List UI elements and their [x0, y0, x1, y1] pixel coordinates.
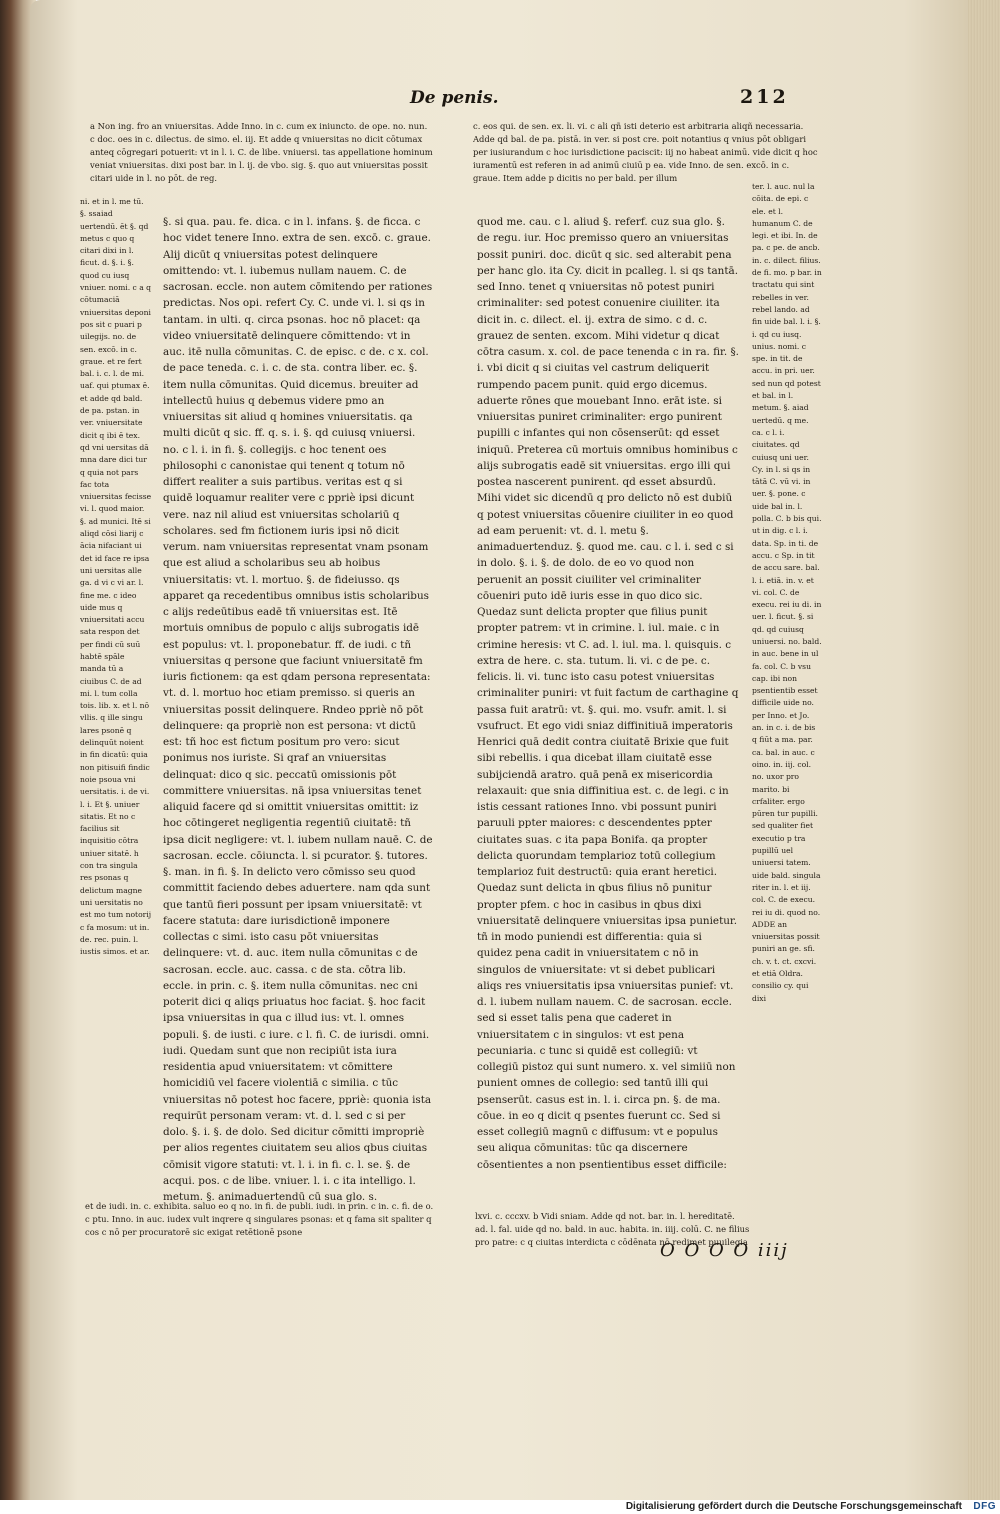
top-right-gloss: c. eos qui. de sen. ex. li. vi. c ali qñ isti deterio est arbitraria aliqñ necessaria. Adde qd bal. de pa. pistā. in ver. si post cre. poit notantius q vnius pōt obligari per iusiurandum c hoc iurisdictione paciscit: iij no habeat animū. vide dicit q hoc iuramentū est referen in ad animū ciuiū p ea. vide Inno. de sen. excō. in c. graue. Item adde p dicitis no per bald. per illum	[473, 121, 818, 183]
right-margin-gloss: ter. l. auc. nul la cōita. de epi. c ele. et l. humanum C. de legi. et ibi. In. de pa. c pe. de ancb. in. c. dilect. filius. de fi. mo. p bar. in tractatu qui sint rebelles in ver. rebel lando. ad fin uide bal. l. i. §. i. qd cu iusq. unius. nomi. c spe. in tit. de accu. in pri. uer. sed nun qd potest et bal. in l. metum. §. aiad uertedū. q me. ca. c l. i. ciuitates. qd cuiusq uni uer. Cy. in l. si qs in tātā C. vū vi. in uer. §. pone. c uide bal in. l. polla. C. b bis qui. ut in dig. c l. i. data. Sp. in ti. de accu. c Sp. in tit de accu sare. bal. l. i. etiā. in. v. et vi. col. C. de execu. rei iu di. in uer. l. ficut. §. si qd. qd cuiusq uniuersi. no. bald. in auc. bene in ul fa. col. C. b vsu cap. ibi non psentientib esset difficile uide no. per Inno. et Jo. an. in c. i. de bis q fiūt a ma. par. ca. bal. in auc. c oino. in. iij. col. no. uxor pro marito. bi crfaliter. ergo pūren tur pupilli. sed qualiter fiet executio p tra pupillū uel uniuersi tatem. uide bald. singula riter in. l. et iij. col. C. de execu. rei iu di. quod no. ADDE an vniuersitas possit puniri an ge. sfi. ch. v. t. ct. cxcvi. et etiā Oldra. consilio cy. qui dixi	[752, 182, 822, 1003]
bottom-left-gloss: et de iudi. in. c. exhibita. saluo eo q no. in fi. de publi. iudi. in prin. c in. c. fi. de o. c ptu. Inno. in auc. iudex vult inqrere q singulares psonas: et q fama sit spaliter q cos c nō per procuratorē sic exigat retētionē psone	[85, 1201, 434, 1237]
left-margin-gloss: ni. et in l. me tū. §. ssaiad uertendū. ēt §. qd metus c quo q citari dixi in l. ficut. d. §. i. §. quod cu iusq vniuer. nomi. c a q cōtumaciā vniuersitas deponi pos sit c puari p uilegijs. no. de sen. excō. in c. graue. et re fert bal. i. c. l. de mi. uaf. qui ptumax ē. et adde qd bald. de pa. pstan. in ver. vniuersitate dicit q ibi ē tex. qd vni uersitas dā mna dare dici tur q quia not pars fac tota vniuersitas fecisse vi. l. quod maior. §. ad munici. Itē si aliqd cōsi liarij c ācia nifaciant ui det id face re ipsa uni uersitas alle ga. d vi c vi ar. l. fine me. c ideo uide mus q vniuersitati accu sata respon det per findi cū suū habtē spāle manda tū a ciuibus C. de ad mi. l. tum colla tois. lib. x. et l. nō vllis. q ille singu lares psonē q delinquūt noient in fin dicatū: quia non pitisuifi findic noie psoua vni uersitatis. i. de vi. l. i. Et §. uniuer sitatis. Et no c facilius sit inquisitio cōtra uniuer sitatē. h con tra singula res psonas q delictum magne uni uersitatis no est mo tum notorij c fa mosum: ut in. de. rec. puin. l. iustis simos. et ar.	[80, 197, 152, 957]
bottom-right-gloss: lxvi. c. cccxv. b Vidi sniam. Adde qd not. bar. in. l. hereditatē. ad. l. fal. uide qd no. bald. in auc. habita. in. iiij. colū. C. ne filius pro patre: c q ciuitas interdicta c cōdēnata nō redimet puuilegia	[475, 1211, 750, 1247]
funding-notice: Digitalisierung gefördert durch die Deutsche Forschungsgemeinschaft	[625, 1501, 962, 1512]
signature-mark: O O O O iiij	[660, 1240, 789, 1261]
page-fore-edge	[968, 0, 1000, 1500]
running-head: De penis.	[410, 88, 499, 108]
folio-number: 212	[740, 86, 789, 108]
main-text-column-right: quod me. cau. c l. aliud §. referf. cuz sua glo. §. de regu. iur. Hoc premisso quero an vniuersitas possit puniri. doc. dicūt q sic. sed alterabit pena per hanc glo. ita Cy. dicit in pcalleg. l. si qs tantā. sed Inno. tenet q vniuersitas nō potest puniri criminaliter: sed potest conuenire ciuiliter. ita dicit in. c. dilect. el. ij. extra de simo. c d. c. grauez de senten. excom. Mihi videtur q dicat cōtra casum. x. col. de pace tenenda c in ra. fir. §. i. vbi dicit q si ciuitas vel castrum deliquerit rumpendo pacem punit. quid ergo dicemus. aduerte rōnes que mouebant Inno. erāt iste. si vniuersitas puniret criminaliter: ergo punirent pupilli c infantes qui non cōsenserūt: qd esset iniquū. Preterea cū mortuis omnibus hominibus c alijs subrogatis eadē sit vniuersitas. ergo illi qui postea nascerent punirent. qd esset absurdū. Mihi videt sic dicendū q pro delicto nō est dubiū q potest vniuersitas cōuenire ciuiliter in eo quod ad eam peruenit: vt. d. l. metu §. animaduertenduz. §. quod me. cau. c l. i. sed c si in dolo. §. i. §. de dolo. de eo vo quod non peruenit an possit ciuiliter vel criminaliter cōueniri puto idē iuris esse in quo dico sic. Quedaz sunt delicta propter que filius punit propter patrem: vt in crimine. l. iul. maie. c in crimine heresis: vt C. ad. l. iul. ma. l. quisquis. c extra de here. c. sta. tutum. li. vi. c de pe. c. felicis. li. vi. tunc isto casu potest vniuersitas criminaliter puniri: vt fuit factum de carthagine q passa fuit aratrū: vt. §. qui. mo. vsufr. amit. l. si vsufruct. Et ego vidi sniaz diffinitiuā imperatoris Henrici quā dedit contra ciuitatē Brixie que fuit sibi rebellis. i qua dicebat illam ciuitatē esse subijciendā aratro. quā penā ex misericordia relaxauit: que snia diffinitiua est. c. de legi. c in istis cessant rationes Inno. vbi possunt puniri paruuli ppter maiores: c descendentes ppter ciuitates suas. c ita papa Bonifa. qa propter delicta quorundam templarioz totū collegium templarioz fuit destructū: quia erant heretici. Quedaz sunt delicta in qbus filius nō punitur propter pfem. c hoc in casibus in qbus dixi vniuersitatē delinquere vniuersitas ipsa punietur. tñ in modo puniendi est differentia: quia si quidez pena cadit in vniuersitatem c nō in singulos de vniuersitate: vt si debet publicari aliqs res vniuersitatis ipsa vniuersitas punief: vt. d. l. iubem nullam nauem. C. de sacrosan. eccle. sed si esset talis pena que caderet in vniuersitatem c in singulos: vt est pena pecuniaria. c tunc si quidē est collegiū: vt collegiū pistoz qui sunt numero. x. vel simiiū non punient omnes de collegio: sed tantū illi qui psenserūt. casus est in. l. i. circa pn. §. de ma. cōue. in eo q dicit q psentes fuerunt cc. Sed si esset collegiū magnū c diffusum: vt e populus seu aliqua cōmunitas: tūc qa discernere cōsentientes a non psentientibus esset difficile:	[477, 216, 739, 1171]
main-text-column-left: §. si qua. pau. fe. dica. c in l. infans. §. de ficca. c hoc videt tenere Inno. extra de sen. excō. c. graue. Alij dicūt q vniuersitas potest delinquere omittendo: vt. l. iubemus nullam nauem. C. de sacrosan. eccle. non autem cōmitendo per rationes predictas. Nos opi. refert Cy. C. unde vi. l. si qs in tantam. in ulti. q. circa psonas. hoc nō placet: qa video vniuersitatē delinquere cōmittendo: vt in auc. itē nulla cōmunitas. C. de episc. c de. c x. col. de pace teneda. c. i. c. de sta. contra liber. ec. §. item nulla cōmunitas. Quid dicemus. breuiter ad intellectū huius q debemus videre pmo an vniuersitas sit aliud q homines vniuersitatis. qa multi dicūt q sic. ff. q. s. i. §. qd cuiusq vniuersi. no. c l. i. in fi. §. collegijs. c hoc tenent oes philosophi c canonistae qui tenent q totum nō differt realiter a suis partibus. veritas est q si quidē loquamur realiter vere c ppriè ipsi dicunt vere. naz nil aliud est vniuersitas scholariū q scholares. sed fm fictionem iuris ipsi nō dicit verum. nam vniuersitas representat vnam psonam que est aliud a scholaribus seu ab hoibus vniuersitatis: vt. l. mortuo. §. de fideiusso. qs apparet qa recedentibus omnibus istis scholaribus c alijs redeūtibus eadē tñ vniuersitas est. Itē mortuis omnibus de populo c alijs subrogatis idē est populus: vt. l. proponebatur. ff. de iudi. c tñ vniuersitas q persone que faciunt vniuersitatē fm iuris fictionem: qa est qdam persona representata: vt. d. l. mortuo hoc etiam premisso. si queris an vniuersitas possit delinquere. Rndeo ppriè nō pōt delinquere: qa propriè non est persona: vt dictū est: tñ hoc est fictum positum pro vero: sicut ponimus nos iuriste. Si qraf an vniuersitas delinquat: dico q sic. peccatū omissionis pōt committere vniuersitas. nā ipsa vniuersitas tenet aliquid facere qd si omittit vniuersitas omittit: iz hoc cōtingeret negligentia regentiū ciuitatē: tñ ipsa dicit negligere: vt. l. iubem nullam nauē. C. de sacrosan. eccle. cōiuncta. l. si pcurator. §. tutores. §. man. in fi. §. In delicto vero cōmisso seu quod committit faciendo debes aduertere. nam qda sunt que tantū fieri possunt per ipsam vniuersitatē: vt facere statuta: dare iurisdictionē imponere collectas c simi. isto casu pōt vniuersitas delinquere: vt. d. auc. item nulla cōmunitas c de sacrosan. eccle. auc. cassa. c de sta. cōtra lib. eccle. in prin. c. §. item nulla cōmunitas. nec cni poterit dici q aliqs priuatus hoc faciat. §. hoc facit ipsa vniuersitas in qua c illud ius: vt. l. omnes populi. §. de iusti. c iure. c l. fi. C. de iurisdi. omni. iudi. Quedam sunt que non recipiūt ista iura residentia apud vniuersitatem: vt cōmittere homicidiū vel facere violentiā c similia. c tūc vniuersitas nō potest hoc facere, ppriè: quonia ista requirūt personam veram: vt. d. l. sed c si per dolo. §. i. §. de dolo. Sed dicitur cōmitti impropriè per alios regentes ciuitatem seu alios qbus ciuitas cōmisit vigore statuti: vt. l. i. in fi. c. l. se. §. de acqui. pos. c de libe. vniuer. l. i. c ita intelligo. l. metum. §. animaduertendū cū sua glo. s.	[163, 216, 433, 1203]
top-left-gloss: a Non ing. fro an vniuersitas. Adde Inno. in c. cum ex iniuncto. de ope. no. nun. c doc. oes in c. dilectus. de simo. el. iij. Et adde q vniuersitas no dicit cōtumax anteq cōgregari potuerit: vt in l. i. C. de libe. vniuersi. tas appellatione hominum veniat vniuersitas. dixi post bar. in l. ij. de vbo. sig. §. quo aut vniuersitas possit citari uide in l. no pōt. de reg.	[90, 121, 433, 183]
dfg-logo: DFG	[973, 1501, 996, 1512]
